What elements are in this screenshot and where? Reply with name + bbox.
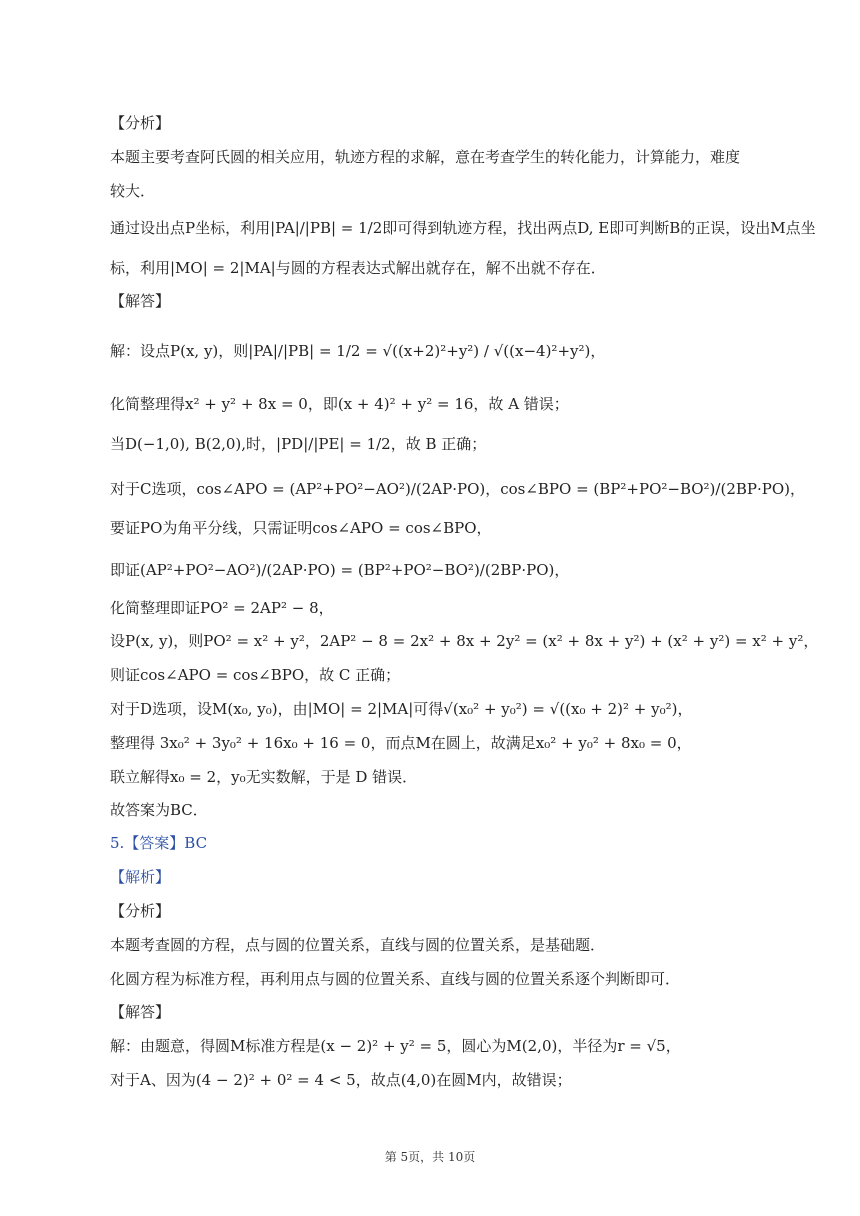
text-line: 对于D选项，设M(x₀, y₀)，由|MO| = 2|MA|可得√(x₀² + y₀²) = √((x₀ + 2)² + y₀²)， xyxy=(110,700,693,718)
heading-analysis: 【分析】 xyxy=(110,114,171,132)
text-line: 设P(x, y)，则PO² = x² + y²，2AP² − 8 = 2x² + 8x + 2y² = (x² + 8x + y²) + (x² + y²) = x² + y²， xyxy=(110,632,819,650)
text-line: 要证PO为角平分线，只需证明cos∠APO = cos∠BPO， xyxy=(110,519,492,537)
page-footer: 第 5页，共 10页 xyxy=(384,1150,476,1164)
text-line: 解：由题意，得圆M标准方程是(x − 2)² + y² = 5，圆心为M(2,0)，半径为r = √5， xyxy=(110,1037,681,1055)
text-line: 对于A、因为(4 − 2)² + 0² = 4 < 5，故点(4,0)在圆M内，故错误； xyxy=(110,1071,572,1089)
text-line: 通过设出点P坐标，利用|PA|/|PB| = 1/2即可得到轨迹方程，找出两点D, E即可判断B的正误，设出M点坐 xyxy=(110,219,816,237)
text-line: 联立解得x₀ = 2，y₀无实数解，于是 D 错误． xyxy=(110,768,418,786)
text-line: 本题主要考查阿氏圆的相关应用，轨迹方程的求解，意在考查学生的转化能力，计算能力，难度 xyxy=(110,148,741,166)
explanation-heading: 【解析】 xyxy=(110,868,171,886)
text-line: 对于C选项，cos∠APO = (AP²+PO²−AO²)/(2AP·PO)，cos∠BPO = (BP²+PO²−BO²)/(2BP·PO)， xyxy=(110,480,805,498)
text-line: 解：设点P(x, y)，则|PA|/|PB| = 1/2 = √((x+2)²+y²) / √((x−4)²+y²)， xyxy=(110,342,606,360)
text-line: 化圆方程为标准方程，再利用点与圆的位置关系、直线与圆的位置关系逐个判断即可． xyxy=(110,970,681,988)
text-line: 即证(AP²+PO²−AO²)/(2AP·PO) = (BP²+PO²−BO²)/(2BP·PO)， xyxy=(110,561,570,579)
text-line: 整理得 3x₀² + 3y₀² + 16x₀ + 16 = 0，而点M在圆上，故满足x₀² + y₀² + 8x₀ = 0， xyxy=(110,734,692,752)
answer-heading: 5.【答案】BC xyxy=(110,834,208,852)
text-line: 本题考查圆的方程，点与圆的位置关系，直线与圆的位置关系，是基础题． xyxy=(110,936,606,954)
text-line: 较大． xyxy=(110,182,156,200)
heading-solution: 【解答】 xyxy=(110,1003,171,1021)
text-line: 故答案为BC． xyxy=(110,801,208,819)
heading-solution: 【解答】 xyxy=(110,292,171,310)
text-line: 标，利用|MO| = 2|MA|与圆的方程表达式解出就存在，解不出就不存在． xyxy=(110,259,606,277)
text-line: 则证cos∠APO = cos∠BPO，故 C 正确； xyxy=(110,666,401,684)
text-line: 化简整理得x² + y² + 8x = 0，即(x + 4)² + y² = 16，故 A 错误； xyxy=(110,395,569,413)
text-line: 当D(−1,0), B(2,0),时，|PD|/|PE| = 1/2，故 B 正确； xyxy=(110,435,487,453)
text-line: 化简整理即证PO² = 2AP² − 8， xyxy=(110,599,334,617)
heading-analysis: 【分析】 xyxy=(110,902,171,920)
